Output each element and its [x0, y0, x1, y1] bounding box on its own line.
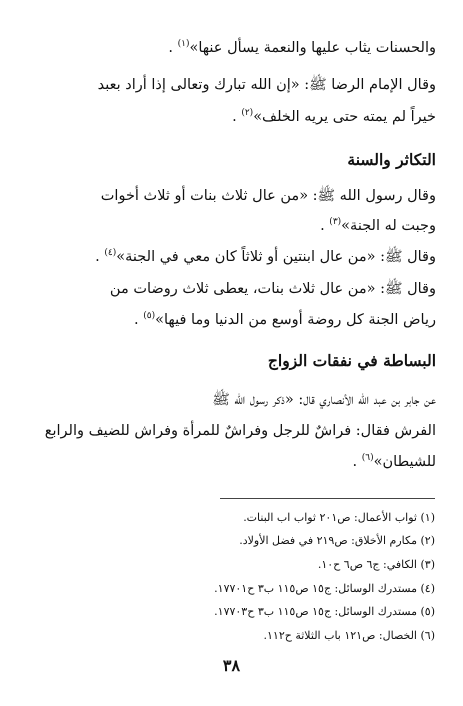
paragraph-line: رياض الجنة كل روضة أوسع من الدنيا وما فيها»$^{(٥)}$ .	[134, 311, 436, 328]
footnote-ref: (٥)	[143, 311, 156, 322]
paragraph-line: وجبت له الجنة»$^{(٣)}$ .	[320, 217, 436, 234]
footnote-item: (٦) الخصال: ص١٢١ باب الثلاثة ح١١٢.	[263, 629, 435, 642]
section-heading: التكاثر والسنة	[347, 150, 436, 169]
footnote-ref: (٤)	[104, 248, 117, 259]
footnote-item: (٥) مستدرك الوسائل: ج١٥ ص١١٥ ب٣ ح١٧٧٠٣.	[214, 605, 435, 618]
footnote-ref: (٢)	[241, 108, 254, 119]
paragraph-line: وقال الإمام الرضا ﷺ: «إن الله تبارك وتعالى إذا أراد بعبد	[97, 77, 436, 93]
footnote-item: (٢) مكارم الأخلاق: ص٢١٩ في فضل الأولاد.	[239, 534, 435, 547]
paragraph-line: الفرش فقال: فراشٌ للرجل وفراشٌ للمرأة وفراش للضيف والرابع	[44, 423, 436, 439]
section-heading: البساطة في نفقات الزواج	[267, 351, 436, 370]
footnote-ref: (١)	[177, 39, 190, 50]
paragraph-line: خيراً لم يمته حتى يريه الخلف»$^{(٢)}$ .	[232, 108, 436, 125]
footnote-ref: (٣)	[329, 217, 342, 228]
footnote-divider	[220, 498, 435, 499]
footnote-item: (١) ثواب الأعمال: ص٢٠١ ثواب اب البنات.	[243, 511, 435, 524]
page-number: ٣٨	[222, 656, 241, 675]
paragraph-line: عن جابر بن عبد الله الأنصاري قال: «ذكر رسول الله ﷺ	[212, 392, 436, 408]
paragraph-line: للشيطان»$^{(٦)}$ .	[352, 453, 436, 470]
footnote-item: (٤) مستدرك الوسائل: ج١٥ ص١١٥ ب٣ ح١٧٧٠١.	[214, 582, 435, 595]
paragraph-line: وقال ﷺ: «من عال ثلاث بنات، يعطى ثلاث روضات من	[109, 281, 436, 297]
paragraph-line: وقال ﷺ: «من عال ابنتين أو ثلاثاً كان معي في الجنة»$^{(٤)}$ .	[95, 248, 436, 265]
footnote-ref: (٦)	[361, 453, 374, 464]
paragraph-line: وقال رسول الله ﷺ: «من عال ثلاث بنات أو ثلاث أخوات	[100, 188, 436, 204]
footnote-item: (٣) الكافي: ج٦ ص٦ ح١٠.	[317, 558, 435, 571]
paragraph-line: والحسنات يثاب عليها والنعمة يسأل عنها»$^{(١)}$ .	[168, 39, 436, 56]
